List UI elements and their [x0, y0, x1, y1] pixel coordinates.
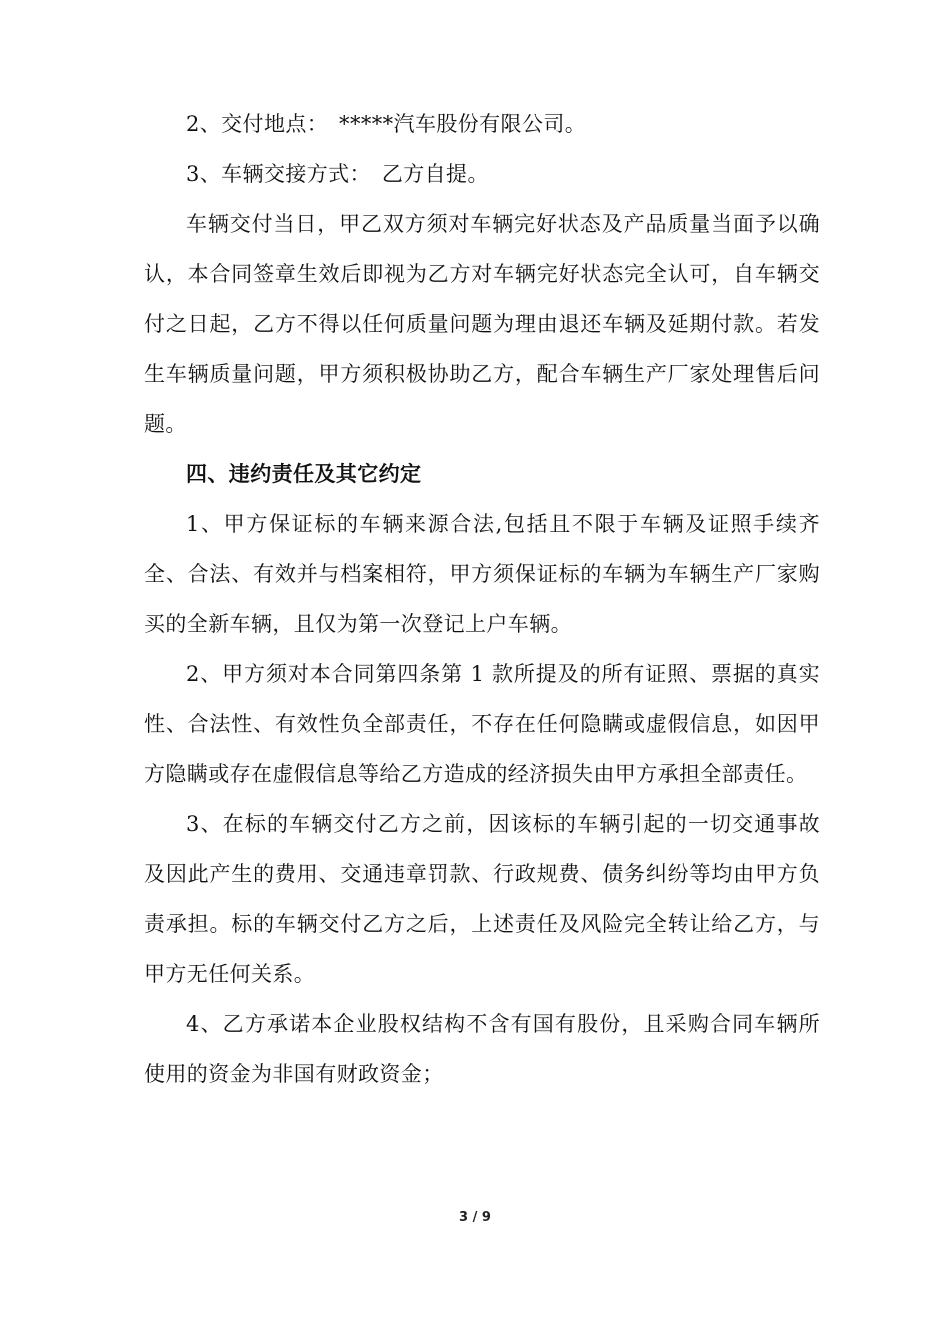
paragraph-clause-3: 3、在标的车辆交付乙方之前，因该标的车辆引起的一切交通事故及因此产生的费用、交通违章罚款、行政规费、债务纠纷等均由甲方负责承担。标的车辆交付乙方之后，上述责任及风险完全转让给乙方，与甲方无任何关系。 — [144, 812, 820, 986]
paragraph-delivery-confirmation: 车辆交付当日，甲乙双方须对车辆完好状态及产品质量当面予以确认，本合同签章生效后即视为乙方对车辆完好状态完全认可，自车辆交付之日起，乙方不得以任何质量问题为理由退还车辆及延期付款。若发生车辆质量问题，甲方须积极协助乙方，配合车辆生产厂家处理售后问题。 — [144, 212, 820, 436]
paragraph-delivery-location: 2、交付地点： *****汽车股份有限公司。 — [186, 112, 587, 136]
paragraph-clause-1: 1、甲方保证标的车辆来源合法,包括且不限于车辆及证照手续齐全、合法、有效并与档案相符，甲方须保证标的车辆为车辆生产厂家购买的全新车辆，且仅为第一次登记上户车辆。 — [144, 512, 820, 636]
section-heading-breach-liability: 四、违约责任及其它约定 — [186, 462, 422, 486]
paragraph-clause-2: 2、甲方须对本合同第四条第 1 款所提及的所有证照、票据的真实性、合法性、有效性负全部责任，不存在任何隐瞒或虚假信息，如因甲方隐瞒或存在虚假信息等给乙方造成的经济损失由甲方承担全部责任。 — [144, 662, 820, 786]
paragraph-handover-method: 3、车辆交接方式： 乙方自提。 — [186, 162, 489, 186]
paragraph-clause-4: 4、乙方承诺本企业股权结构不含有国有股份，且采购合同车辆所使用的资金为非国有财政资金； — [144, 1012, 820, 1086]
page-number: 3 / 9 — [459, 1210, 491, 1225]
document-body — [144, 99, 820, 1099]
